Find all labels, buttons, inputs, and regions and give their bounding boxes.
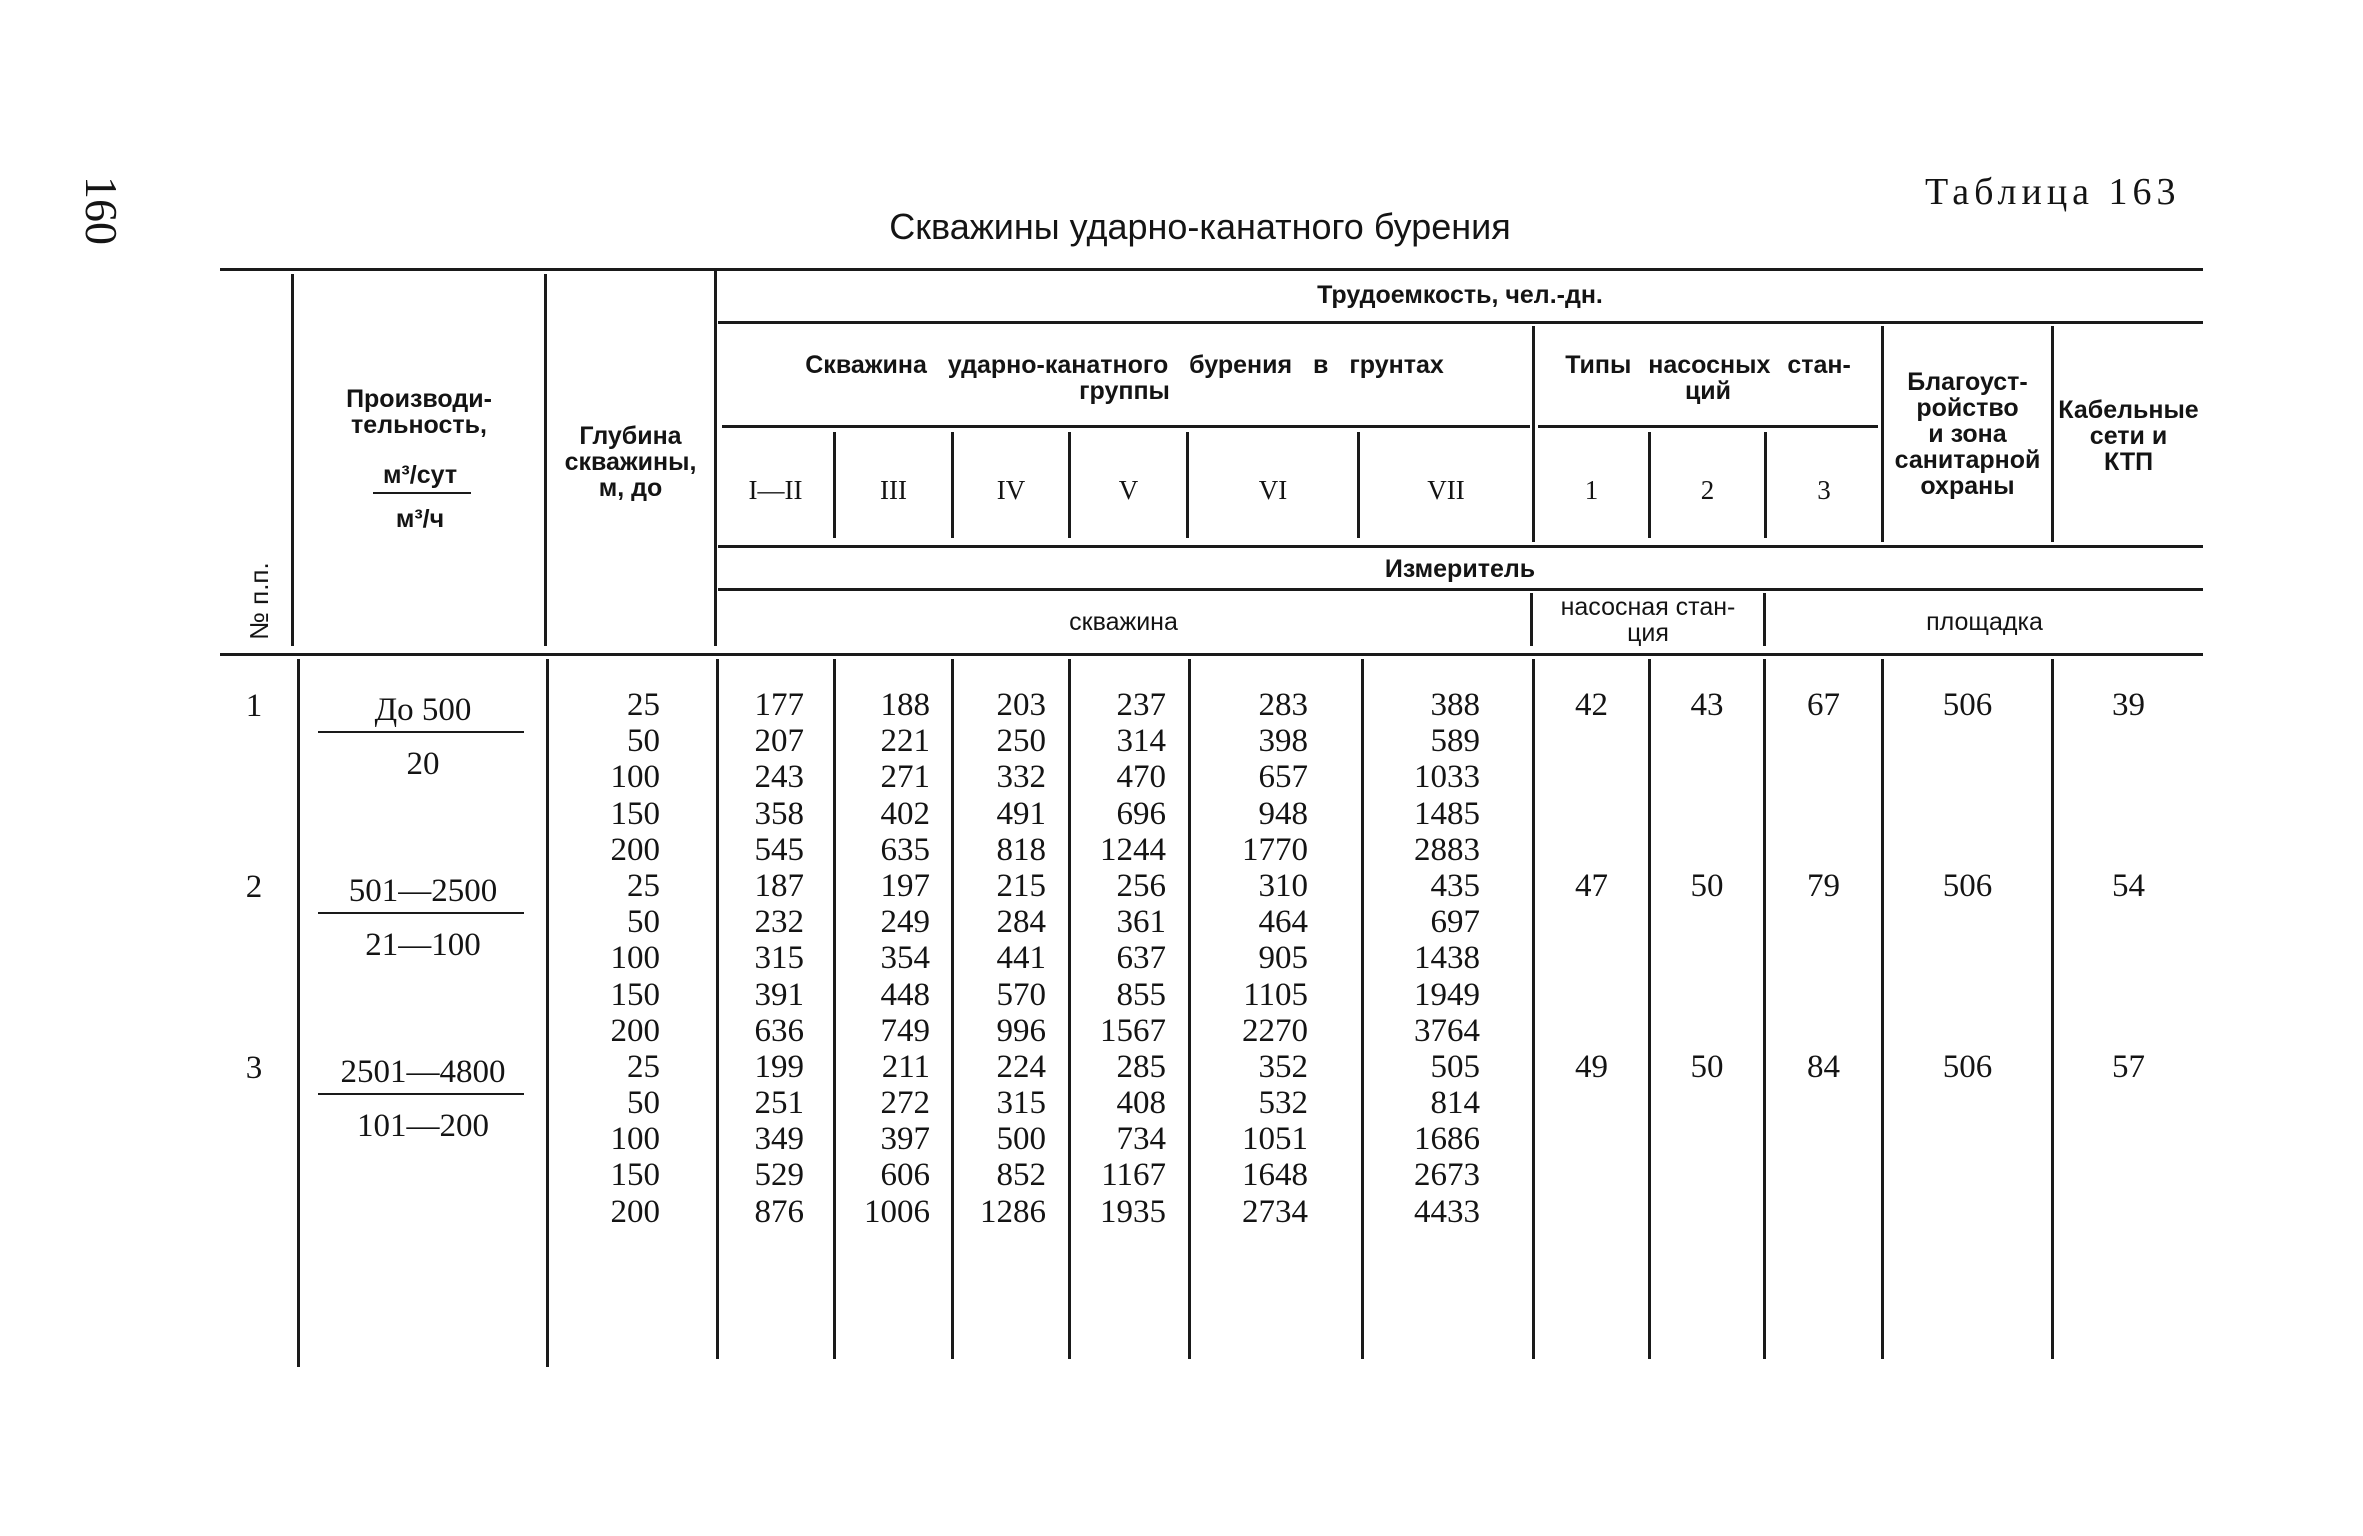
soil-5-value: 1051 — [1242, 1121, 1308, 1158]
vrule-body-pump-1 — [1648, 659, 1651, 1359]
vrule-body-soil-4 — [1188, 659, 1191, 1359]
row-3-depth-1: 25 — [627, 1048, 660, 1085]
soil-group-2-column — [836, 687, 930, 1230]
row-1-improvement: 506 — [1942, 687, 1993, 723]
header-productivity-line1: Производи- — [346, 385, 492, 413]
header-soil-group-4: V — [1118, 475, 1139, 505]
vrule-body-pump-3 — [1881, 659, 1884, 1359]
header-productivity-num: м³/сут — [382, 461, 458, 489]
row-1-number: 1 — [245, 688, 263, 724]
row-3-improvement: 506 — [1942, 1049, 1993, 1085]
soil-2-value: 272 — [880, 1085, 930, 1122]
row-1-depth-5: 200 — [610, 831, 660, 868]
header-soil-group-2: III — [880, 475, 907, 505]
header-cable-line1: Кабельные — [2058, 396, 2199, 424]
row-3-depth-5: 200 — [610, 1193, 660, 1230]
soil-1-value: 636 — [754, 1012, 804, 1049]
soil-1-value: 187 — [754, 867, 804, 904]
header-unit-pump-line2: ция — [1627, 619, 1669, 647]
soil-4-value: 855 — [1116, 976, 1166, 1013]
vrule-num — [291, 274, 294, 646]
soil-4-value: 1167 — [1101, 1157, 1166, 1194]
row-3-productivity-hour: 101—200 — [357, 1108, 489, 1144]
soil-2-value: 271 — [880, 759, 930, 796]
vrule-body-pump-2 — [1763, 659, 1766, 1359]
soil-4-value: 637 — [1116, 940, 1166, 977]
soil-3-value: 284 — [996, 904, 1046, 941]
soil-5-value: 657 — [1258, 759, 1308, 796]
soil-5-value: 1105 — [1243, 976, 1308, 1013]
header-drilling-group-line2: группы — [1079, 377, 1170, 405]
vrule-body-soil-5 — [1361, 659, 1364, 1359]
row-1-pump-2: 43 — [1690, 687, 1724, 723]
rule-above-meter — [718, 545, 2203, 548]
soil-5-value: 398 — [1258, 723, 1308, 760]
header-productivity-fraction-line — [373, 492, 471, 494]
soil-6-value: 1949 — [1414, 976, 1480, 1013]
depth-column — [560, 687, 660, 1230]
soil-2-value: 197 — [880, 867, 930, 904]
soil-2-value: 635 — [880, 831, 930, 868]
row-3-pump-1: 49 — [1575, 1049, 1608, 1085]
soil-6-value: 1686 — [1414, 1121, 1480, 1158]
soil-group-1-column — [720, 687, 804, 1230]
soil-5-value: 2734 — [1242, 1193, 1308, 1230]
soil-3-value: 491 — [996, 795, 1046, 832]
row-1-productivity-day: До 500 — [374, 692, 472, 728]
row-3-depth-2: 50 — [627, 1085, 660, 1122]
row-2-depth-4: 150 — [610, 976, 660, 1013]
soil-6-value: 2883 — [1414, 831, 1480, 868]
header-pump-3: 3 — [1817, 475, 1831, 505]
soil-2-value: 1006 — [864, 1193, 930, 1230]
row-2-number: 2 — [245, 869, 263, 905]
soil-4-value: 1567 — [1100, 1012, 1166, 1049]
row-1-productivity-hour: 20 — [406, 746, 440, 782]
table-title: Скважины ударно-канатного бурения — [889, 206, 1511, 247]
soil-4-value: 314 — [1116, 723, 1166, 760]
row-1-pump-1: 42 — [1575, 687, 1608, 723]
row-2-depth-1: 25 — [627, 867, 660, 904]
header-pump-types-line2: ций — [1684, 377, 1732, 405]
header-meter: Измеритель — [1384, 555, 1536, 583]
soil-5-value: 905 — [1258, 940, 1308, 977]
soil-group-3-column — [954, 687, 1046, 1230]
soil-group-4-column — [1072, 687, 1166, 1230]
row-2-improvement: 506 — [1942, 868, 1993, 904]
header-unit-pump — [1533, 592, 1763, 648]
soil-5-value: 1770 — [1242, 831, 1308, 868]
soil-6-value: 1485 — [1414, 795, 1480, 832]
soil-4-value: 408 — [1116, 1085, 1166, 1122]
soil-6-value: 589 — [1430, 723, 1480, 760]
row-1-fraction-line — [318, 731, 524, 733]
row-1-depth-4: 150 — [610, 795, 660, 832]
vrule-body-prod — [546, 659, 549, 1367]
vrule-body-depth — [716, 659, 719, 1359]
soil-1-value: 529 — [754, 1157, 804, 1194]
soil-1-value: 251 — [754, 1085, 804, 1122]
soil-2-value: 211 — [881, 1048, 930, 1085]
header-soil-group-1: I—II — [748, 475, 803, 505]
soil-6-value: 814 — [1430, 1085, 1480, 1122]
header-soil-group-5: VI — [1258, 475, 1288, 505]
row-3-fraction-line — [318, 1093, 524, 1095]
soil-4-value: 1244 — [1100, 831, 1166, 868]
header-improvement — [1884, 364, 2051, 504]
header-productivity-den: м³/ч — [395, 505, 445, 533]
header-labor: Трудоемкость, чел.-дн. — [1317, 281, 1603, 309]
header-productivity — [294, 384, 544, 440]
soil-4-value: 696 — [1116, 795, 1166, 832]
row-3-cable: 57 — [2112, 1049, 2145, 1085]
table-top-rule — [220, 268, 2203, 271]
soil-3-value: 203 — [996, 687, 1046, 723]
soil-3-value: 818 — [996, 831, 1046, 868]
header-improvement-line4: санитарной — [1894, 446, 2041, 474]
soil-6-value: 3764 — [1414, 1012, 1480, 1049]
soil-1-value: 199 — [754, 1048, 804, 1085]
rule-under-labor — [718, 321, 2203, 324]
header-cable-line2: сети и — [2089, 422, 2168, 450]
header-productivity-line2: тельность, — [351, 411, 487, 439]
soil-1-value: 358 — [754, 795, 804, 832]
rule-under-meter — [718, 588, 2203, 591]
header-unit-pump-line1: насосная стан- — [1560, 593, 1736, 621]
soil-6-value: 388 — [1430, 687, 1480, 723]
soil-5-value: 310 — [1258, 867, 1308, 904]
soil-1-value: 349 — [754, 1121, 804, 1158]
soil-5-value: 1648 — [1242, 1157, 1308, 1194]
soil-4-value: 734 — [1116, 1121, 1166, 1158]
soil-5-value: 283 — [1258, 687, 1308, 723]
header-pump-1: 1 — [1584, 475, 1599, 505]
soil-1-value: 545 — [754, 831, 804, 868]
row-2-depth-2: 50 — [627, 904, 660, 941]
soil-3-value: 1286 — [980, 1193, 1046, 1230]
soil-4-value: 1935 — [1100, 1193, 1166, 1230]
vrule-depth — [714, 268, 717, 646]
soil-2-value: 397 — [880, 1121, 930, 1158]
header-depth-line2: скважины, — [564, 448, 697, 476]
soil-6-value: 1033 — [1414, 759, 1480, 796]
soil-4-value: 361 — [1116, 904, 1166, 941]
soil-2-value: 221 — [880, 723, 930, 760]
row-1-pump-3: 67 — [1807, 687, 1840, 723]
header-pump-types-line1: Типы насосных стан- — [1565, 351, 1851, 379]
soil-2-value: 402 — [880, 795, 930, 832]
soil-4-value: 470 — [1116, 759, 1166, 796]
header-num: № п.п. — [244, 562, 274, 640]
soil-4-value: 285 — [1116, 1048, 1166, 1085]
soil-4-value: 256 — [1116, 867, 1166, 904]
soil-5-value: 464 — [1258, 904, 1308, 941]
soil-6-value: 1438 — [1414, 940, 1480, 977]
header-unit-site: площадка — [1926, 608, 2043, 636]
vrule-body-improvement — [2051, 659, 2054, 1359]
soil-1-value: 315 — [754, 940, 804, 977]
row-2-pump-2: 50 — [1690, 868, 1724, 904]
row-3-productivity-day: 2501—4800 — [340, 1054, 506, 1090]
soil-3-value: 215 — [996, 867, 1046, 904]
soil-5-value: 532 — [1258, 1085, 1308, 1122]
row-3-depth-3: 100 — [610, 1121, 660, 1158]
row-3-number: 3 — [245, 1050, 263, 1086]
soil-6-value: 697 — [1430, 904, 1480, 941]
header-soil-group-6: VII — [1427, 475, 1465, 505]
soil-3-value: 250 — [996, 723, 1046, 760]
soil-3-value: 570 — [996, 976, 1046, 1013]
row-2-fraction-line — [318, 912, 524, 914]
header-depth-line3: м, до — [598, 474, 663, 502]
soil-group-6-column — [1372, 687, 1480, 1230]
soil-6-value: 4433 — [1414, 1193, 1480, 1230]
soil-5-value: 948 — [1258, 795, 1308, 832]
table-label: Таблица 163 — [1925, 171, 2181, 213]
row-1-depth-2: 50 — [627, 723, 660, 760]
soil-3-value: 224 — [996, 1048, 1046, 1085]
soil-3-value: 996 — [996, 1012, 1046, 1049]
soil-3-value: 500 — [996, 1121, 1046, 1158]
row-2-productivity-day: 501—2500 — [348, 873, 498, 909]
soil-3-value: 441 — [996, 940, 1046, 977]
row-1-cable: 39 — [2112, 687, 2145, 723]
header-cable-line3: КТП — [2103, 448, 2154, 476]
row-1-depth-1: 25 — [627, 687, 660, 723]
row-3-pump-2: 50 — [1690, 1049, 1724, 1085]
soil-3-value: 315 — [996, 1085, 1046, 1122]
header-pump-types — [1535, 350, 1881, 406]
soil-2-value: 249 — [880, 904, 930, 941]
header-pump-2: 2 — [1700, 475, 1715, 505]
soil-6-value: 435 — [1430, 867, 1480, 904]
soil-1-value: 391 — [754, 976, 804, 1013]
rule-under-group-heads — [722, 425, 1530, 428]
header-soil-group-3: IV — [996, 475, 1026, 505]
soil-1-value: 207 — [754, 723, 804, 760]
header-improvement-line5: охраны — [1920, 472, 2015, 500]
soil-3-value: 332 — [996, 759, 1046, 796]
vrule-body-soil-6 — [1532, 659, 1535, 1359]
row-2-productivity-hour: 21—100 — [365, 927, 481, 963]
soil-5-value: 2270 — [1242, 1012, 1308, 1049]
header-depth — [547, 420, 714, 504]
header-drilling-group-line1: Скважина ударно-канатного бурения в грунтах — [805, 351, 1444, 379]
page-number: 160 — [76, 176, 127, 245]
rule-under-pump-head — [1538, 425, 1878, 428]
soil-2-value: 448 — [880, 976, 930, 1013]
soil-1-value: 232 — [754, 904, 804, 941]
row-2-pump-3: 79 — [1807, 868, 1840, 904]
soil-5-value: 352 — [1258, 1048, 1308, 1085]
header-drilling-group — [717, 350, 1532, 406]
header-cable — [2054, 394, 2203, 478]
row-2-pump-1: 47 — [1575, 868, 1608, 904]
vrule-body-soil-3 — [1068, 659, 1071, 1359]
soil-4-value: 237 — [1116, 687, 1166, 723]
row-1-depth-3: 100 — [610, 759, 660, 796]
soil-3-value: 852 — [996, 1157, 1046, 1194]
row-3-depth-4: 150 — [610, 1157, 660, 1194]
soil-1-value: 177 — [754, 687, 804, 723]
row-2-depth-5: 200 — [610, 1012, 660, 1049]
soil-group-5-column — [1200, 687, 1308, 1230]
header-depth-line1: Глубина — [579, 422, 682, 450]
soil-2-value: 188 — [880, 687, 930, 723]
soil-6-value: 2673 — [1414, 1157, 1480, 1194]
header-improvement-line3: и зона — [1928, 420, 2007, 448]
soil-1-value: 876 — [754, 1193, 804, 1230]
header-improvement-line1: Благоуст- — [1907, 368, 2028, 396]
soil-6-value: 505 — [1430, 1048, 1480, 1085]
soil-2-value: 606 — [880, 1157, 930, 1194]
header-improvement-line2: ройство — [1916, 394, 2019, 422]
soil-1-value: 243 — [754, 759, 804, 796]
header-bottom-rule — [220, 653, 2203, 656]
soil-2-value: 749 — [880, 1012, 930, 1049]
soil-2-value: 354 — [880, 940, 930, 977]
row-3-pump-3: 84 — [1807, 1049, 1840, 1085]
row-2-depth-3: 100 — [610, 940, 660, 977]
header-unit-well: скважина — [1069, 608, 1178, 636]
row-2-cable: 54 — [2112, 868, 2145, 904]
